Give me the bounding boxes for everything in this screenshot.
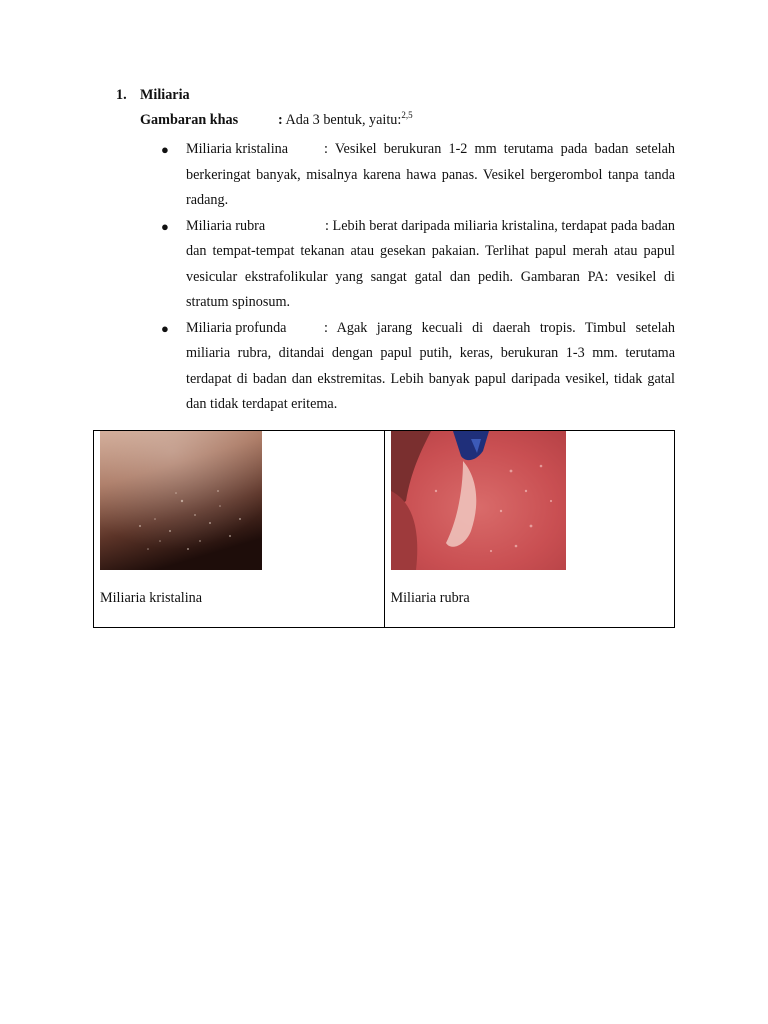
citation-superscript: 2,5 [401, 110, 413, 120]
miliaria-type-list [161, 137, 675, 418]
bullet-icon: ● [161, 142, 169, 157]
section-heading [116, 87, 190, 104]
gambaran-colon: : [278, 112, 283, 128]
list-item-profunda [161, 316, 675, 418]
list-item-rubra [161, 214, 675, 316]
gambaran-label: Gambaran khas [140, 112, 239, 128]
miliaria-rubra-photo [391, 431, 566, 570]
caption-kristalina: Miliaria kristalina [100, 590, 203, 606]
section-title: Miliaria [140, 87, 190, 103]
figure-cell-rubra [384, 431, 675, 628]
figure-cell-kristalina [94, 431, 385, 628]
section-number: 1. [116, 87, 127, 103]
description-profunda: : Agak jarang kecuali di daerah tropis. Timbul setelah miliaria rubra, ditandai dengan papul putih, keras, berukuran 1-3 mm. terutama terdapat di badan dan ekstremitas. Lebih banyak papul daripada vesikel, tidak gatal dan tidak terdapat eritema. [186, 319, 675, 412]
description-rubra: : Lebih berat daripada miliaria kristalina, terdapat pada badan dan tempat-tempat tekanan atau gesekan pakaian. Terlihat papul merah atau papul vesicular ekstrafolikular yang sangat gatal dan pedih. Gambaran PA: vesikel di stratum spinosum. [186, 217, 675, 310]
term-rubra: Miliaria rubra [186, 217, 266, 234]
term-profunda: Miliaria profunda [186, 319, 287, 336]
gambaran-text: Ada 3 bentuk, yaitu: [285, 112, 402, 128]
list-item-kristalina [161, 137, 675, 214]
term-kristalina: Miliaria kristalina [186, 141, 289, 157]
miliaria-kristalina-photo [100, 431, 262, 570]
bullet-icon: ● [161, 320, 169, 336]
bullet-icon: ● [161, 218, 169, 234]
caption-rubra: Miliaria rubra [390, 590, 470, 606]
gambaran-khas-line [140, 112, 413, 129]
description-kristalina: : Vesikel berukuran 1-2 mm terutama pada badan setelah berkeringat banyak, misalnya karena hawa panas. Vesikel bergerombol tanpa tanda radang. [186, 141, 675, 208]
figure-table [93, 430, 675, 628]
